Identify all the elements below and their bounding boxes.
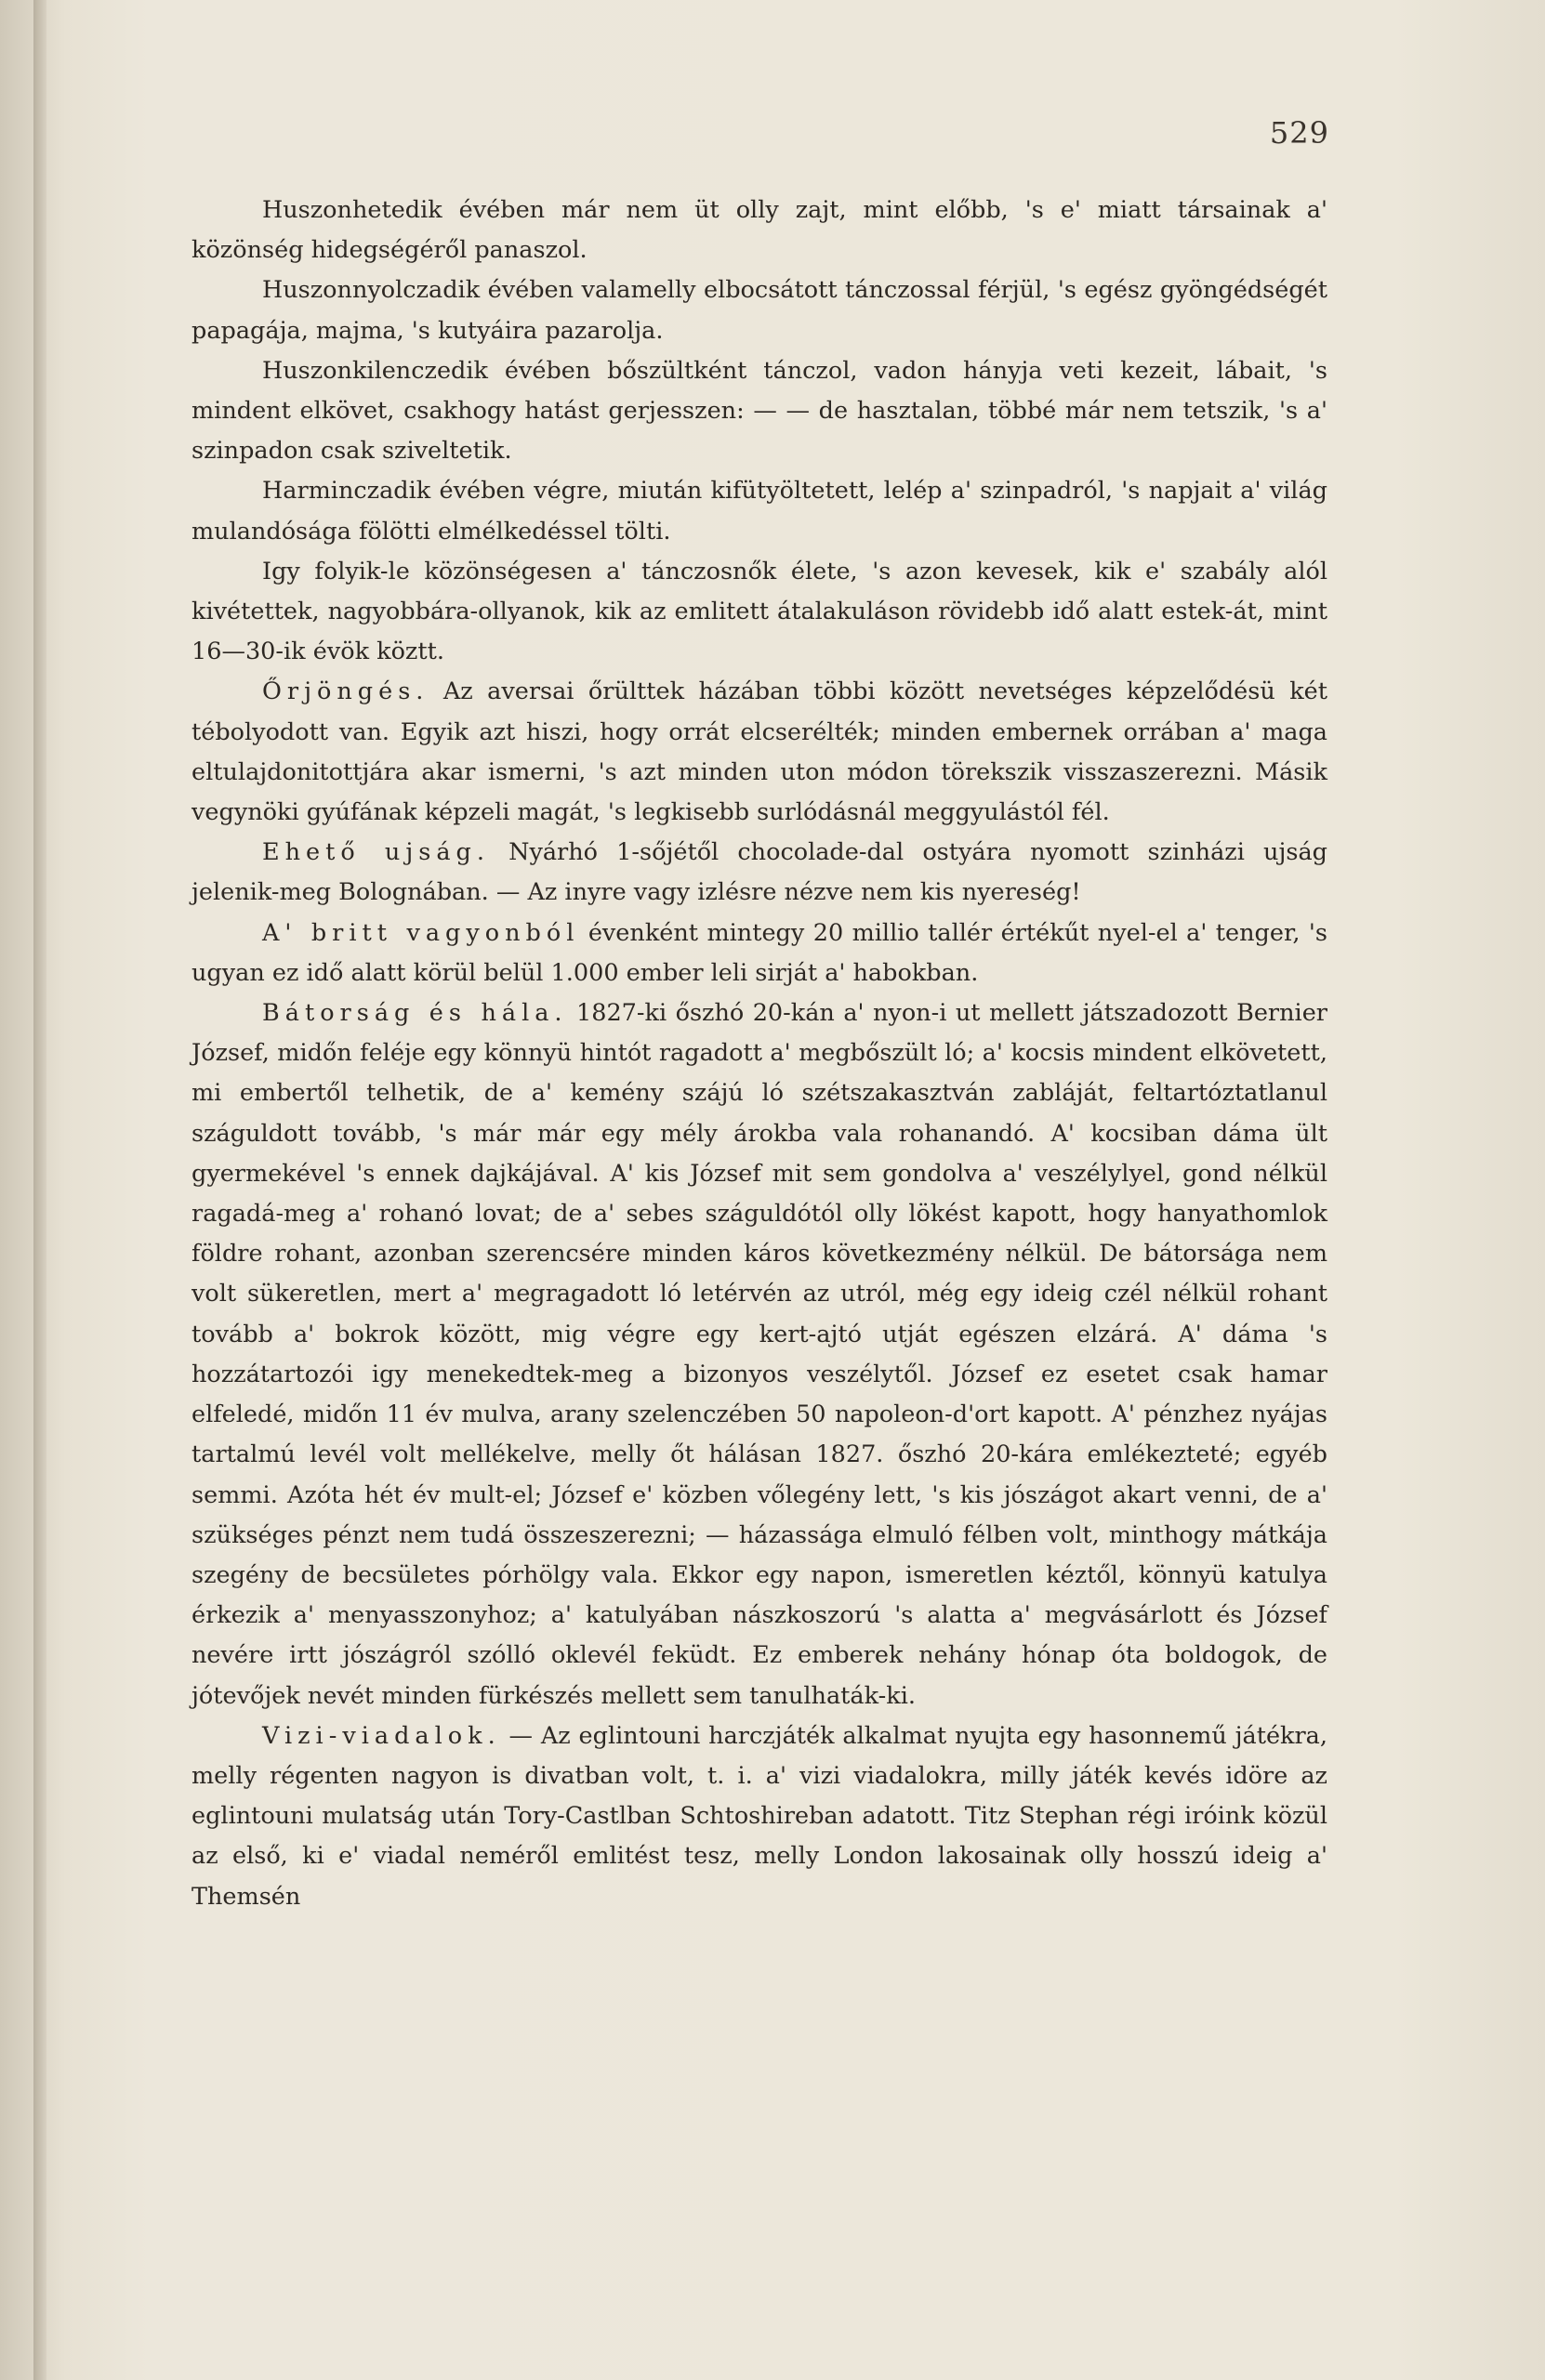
paragraph-dancers-life [191, 552, 1327, 673]
paragraph-text: Az aversai őrülttek házában többi között nevetséges képzelődésü két tébolyodott van. Egyik azt hiszi, hogy orrát elcserélték; minden embernek orrában a' maga eltulajdonitottjára akar ismerni, 's azt minden uton módon törekszik visszaszerezni. Másik vegynöki gyúfának képzeli magát, 's legkisebb surlódásnál meggyulástól fél. [191, 677, 1327, 827]
paragraph-vizi-viadalok [191, 1716, 1327, 1917]
paragraph-britt-vagyon [191, 914, 1327, 993]
paragraph-eheto-ujsag [191, 833, 1327, 913]
page-number: 529 [1269, 115, 1329, 151]
body-text [191, 191, 1327, 1917]
paragraph-28th-year [191, 270, 1327, 350]
paragraph-text: — Az eglintouni harczjáték alkalmat nyujta egy hasonnemű játékra, melly régenten nagyon is divatban volt, t. i. a' vizi viadalokra, milly játék kevés idöre az eglintouni mulatság után Tory-Castlban Schtoshireban adatott. Titz Stephan régi iróink közül az első, ki e' viadal neméről emlitést tesz, melly London lakosainak olly hosszú ideig a' Themsén [191, 1721, 1327, 1911]
paragraph-text: Nyárhó 1-sőjétől chocolade-dal ostyára nyomott szinházi ujság jelenik-meg Bolognában. — Az inyre vagy izlésre nézve nem kis nyereség! [191, 838, 1327, 907]
paragraph-27th-year [191, 191, 1327, 270]
paragraph-30th-year [191, 471, 1327, 551]
paragraph-batorsag-es-hala [191, 993, 1327, 1716]
section-heading: Bátorság és hála. [262, 999, 568, 1028]
section-heading: Vizi-viadalok. [262, 1721, 501, 1750]
paragraph-text: 1827-ki őszhó 20-kán a' nyon-i ut mellett játszadozott Bernier József, midőn feléje egy könnyü hintót ragadott a' megbőszült ló; a' kocsis mindent elkövetett, mi embertől telhetik, de a' kemény szájú ló szétszakasztván zabláját, feltartóztatlanul száguldott tovább, 's már már egy mély árokba vala rohanandó. A' kocsiban dáma ült gyermekével 's ennek dajkájával. A' kis József mit sem gondolva a' veszélylyel, gond nélkül ragadá-meg a' rohanó lovat; de a' sebes száguldótól olly lökést kapott, hogy hanyathomlok földre rohant, azonban szerencsére minden káros következmény nélkül. De bátorsága nem volt sükeretlen, mert a' megragadott ló letérvén az utról, még egy ideig czél nélkül rohant tovább a' bokrok között, mig végre egy kert-ajtó utját egészen elzárá. A' dáma 's hozzátartozói igy menekedtek-meg a bizonyos veszélytől. József ez esetet csak hamar elfeledé, midőn 11 év mulva, arany szelenczében 50 napoleon-d'ort kapott. A' pénzhez nyájas tartalmú levél volt mellékelve, melly őt hálásan 1827. őszhó 20-kára emlékezteté; egyéb semmi. Azóta hét év mult-el; József e' közben vőlegény lett, 's kis jószágot akart venni, de a' szükséges pénzt nem tudá összeszerezni; — házassága elmuló félben volt, minthogy mátkája szegény de becsületes pórhölgy vala. Ekkor egy napon, ismeretlen kéztől, könnyü katulya érkezik a' menyasszonyhoz; a' katulyában nászkoszorú 's alatta a' megvásárlott és József nevére irtt jószágról szólló oklevél feküdt. Ez emberek nehány hónap óta boldogok, de jótevőjek nevét minden fürkészés mellett sem tanulhaták-ki. [191, 999, 1327, 1710]
paragraph-text: Huszonkilenczedik évében bőszültként tánczol, vadon hányja veti kezeit, lábait, 's mindent elkövet, csakhogy hatást gerjesszen: — — de hasztalan, többé már nem tetszik, 's a' szinpadon csak sziveltetik. [191, 356, 1327, 466]
paragraph-text: Huszonnyolczadik évében valamelly elbocsátott tánczossal férjül, 's egész gyöngédségét papagája, majma, 's kutyáira pazarolja. [191, 276, 1327, 345]
section-heading: Ehető ujság. [262, 838, 490, 867]
binding-gutter [33, 0, 46, 2380]
paragraph-text: évenként mintegy 20 millio tallér értékűt nyel-el a' tenger, 's ugyan ez idő alatt körül belül 1.000 ember leli sirját a' habokban. [191, 918, 1327, 987]
paragraph-29th-year [191, 351, 1327, 472]
paragraph-text: Igy folyik-le közönségesen a' tánczosnők élete, 's azon kevesek, kik e' szabály alól kivétettek, nagyobbára-ollyanok, kik az emlitett átalakuláson rövidebb idő alatt estek-át, mint 16—30-ik évök köztt. [191, 557, 1327, 666]
paragraph-orjonges [191, 672, 1327, 833]
paragraph-text: Harminczadik évében végre, miután kifütyöltetett, lelép a' szinpadról, 's napjait a' világ mulandósága fölötti elmélkedéssel tölti. [191, 477, 1327, 546]
paragraph-text: Huszonhetedik évében már nem üt olly zajt, mint előbb, 's e' miatt társainak a' közönség hidegségéről panaszol. [191, 196, 1327, 265]
section-heading: A' britt vagyonból [262, 918, 580, 947]
section-heading: Őrjöngés. [262, 677, 429, 706]
